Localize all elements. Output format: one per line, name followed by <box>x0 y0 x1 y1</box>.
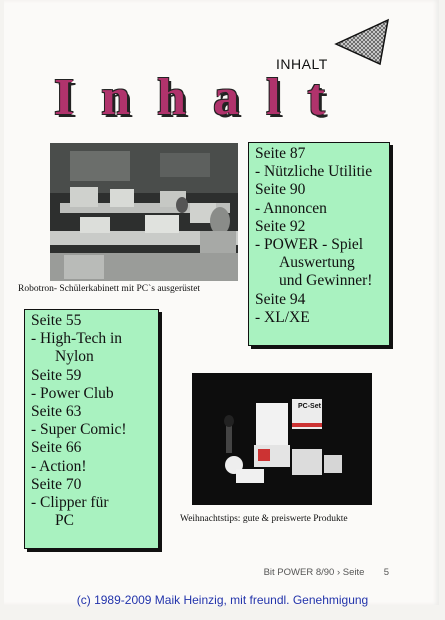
products-photo-graphic <box>192 373 372 505</box>
classroom-photo-graphic <box>50 143 238 281</box>
toc-line: - Nützliche Utilitie <box>255 163 373 181</box>
section-label: INHALT <box>276 56 328 72</box>
toc-line: - Super Comic! <box>31 421 127 439</box>
contents-box-right <box>248 142 390 346</box>
toc-line: Auswertung <box>279 254 355 272</box>
product-box-label: PC-Set <box>298 403 321 410</box>
toc-line: - POWER - Spiel <box>255 236 364 254</box>
toc-line: Seite 70 <box>31 475 82 493</box>
magazine-page <box>4 0 439 605</box>
footer-signature: Bit POWER 8/90 › Seite <box>263 567 365 578</box>
toc-line: - Clipper für <box>31 494 109 512</box>
copyright-notice: (c) 1989-2009 Maik Heinzig, mit freundl. Genehmigung <box>76 593 369 607</box>
top-photo-caption: Robotron- Schülerkabinett mit PC`s ausgerüstet <box>18 284 201 294</box>
toc-line: Seite 90 <box>255 181 306 199</box>
toc-line: Seite 63 <box>31 403 82 421</box>
toc-line: PC <box>55 512 74 530</box>
page-title: Inhalt <box>54 69 352 126</box>
toc-line: - Annoncen <box>255 199 327 217</box>
toc-line: - High-Tech in <box>31 330 123 348</box>
toc-line: Seite 94 <box>255 290 306 308</box>
toc-line: Seite 87 <box>255 145 306 162</box>
toc-line: und Gewinner! <box>279 272 373 290</box>
toc-line: Nylon <box>55 348 94 366</box>
magazine-footer <box>264 567 389 578</box>
toc-line: Seite 59 <box>31 366 82 384</box>
toc-line: - Power Club <box>31 384 114 402</box>
products-photo <box>192 373 372 505</box>
toc-line: Seite 92 <box>255 217 306 235</box>
toc-line: Seite 66 <box>31 439 82 457</box>
toc-line: Seite 55 <box>31 312 82 329</box>
toc-line: - XL/XE <box>255 308 310 326</box>
classroom-photo <box>50 143 238 281</box>
corner-triangle-icon <box>332 18 392 66</box>
page-number: 5 <box>383 567 389 578</box>
toc-line: - Action! <box>31 457 87 475</box>
bottom-photo-caption: Weihnachtstips: gute & preiswerte Produkte <box>180 514 348 524</box>
contents-box-left <box>24 309 159 549</box>
